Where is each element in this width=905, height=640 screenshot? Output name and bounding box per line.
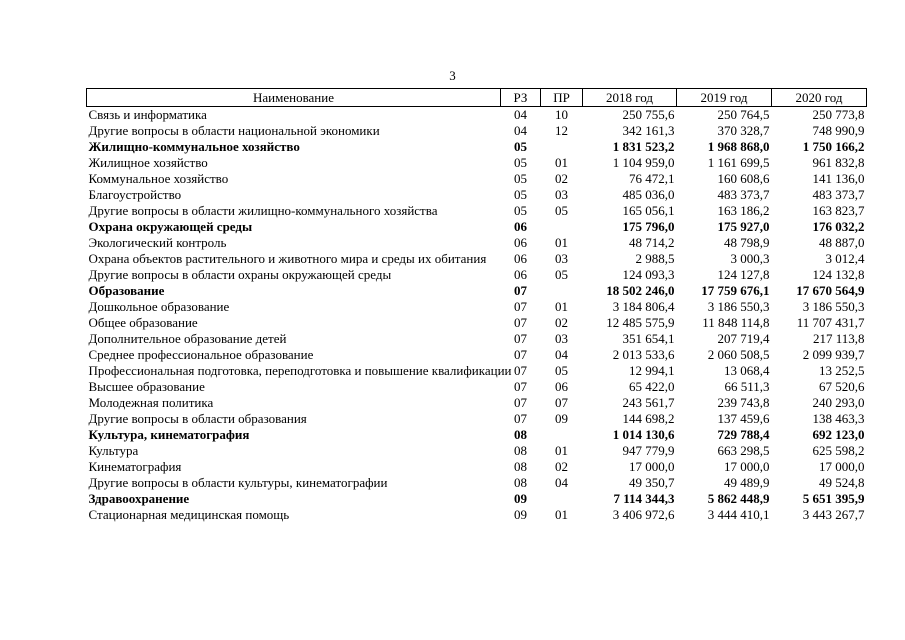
cell-pr: 09	[555, 411, 568, 426]
cell-y2020: 5 651 395,9	[802, 491, 865, 506]
cell-y2020: 217 113,8	[812, 331, 865, 346]
cell-y2020: 2 099 939,7	[802, 347, 865, 362]
table-row	[87, 235, 867, 251]
cell-y2020: 240 293,0	[812, 395, 865, 410]
cell-rz: 07	[514, 283, 527, 298]
table-row	[87, 203, 867, 219]
cell-y2018: 485 036,0	[622, 187, 675, 202]
cell-name: Другие вопросы в области жилищно-коммунального хозяйства	[88, 203, 438, 218]
cell-y2020: 17 000,0	[819, 459, 865, 474]
table-row	[87, 315, 867, 331]
cell-y2018: 17 000,0	[629, 459, 675, 474]
cell-name: Культура, кинематография	[88, 427, 250, 442]
cell-y2018: 351 654,1	[622, 331, 675, 346]
cell-rz: 07	[514, 299, 527, 314]
cell-y2019: 663 298,5	[717, 443, 770, 458]
cell-y2018: 243 561,7	[622, 395, 675, 410]
cell-rz: 05	[514, 187, 527, 202]
cell-name: Культура	[88, 443, 139, 458]
cell-name: Связь и информатика	[88, 107, 207, 122]
cell-y2018: 49 350,7	[629, 475, 675, 490]
cell-name: Молодежная политика	[88, 395, 214, 410]
cell-y2019: 207 719,4	[717, 331, 770, 346]
cell-y2018: 2 013 533,6	[612, 347, 675, 362]
cell-y2019: 1 968 868,0	[707, 139, 770, 154]
cell-y2018: 1 104 959,0	[612, 155, 675, 170]
cell-name: Другие вопросы в области национальной экономики	[88, 123, 380, 138]
header-rz: РЗ	[501, 89, 541, 107]
cell-y2019: 163 186,2	[717, 203, 770, 218]
header-2019: 2019 год	[677, 89, 772, 107]
cell-name: Жилищно-коммунальное хозяйство	[88, 139, 300, 154]
cell-y2020: 625 598,2	[812, 443, 865, 458]
cell-y2019: 17 759 676,1	[701, 283, 770, 298]
table-row	[87, 379, 867, 395]
cell-y2018: 250 755,6	[622, 107, 675, 122]
cell-pr: 01	[555, 443, 568, 458]
cell-y2019: 49 489,9	[724, 475, 770, 490]
cell-pr: 05	[555, 267, 568, 282]
cell-y2020: 250 773,8	[812, 107, 865, 122]
cell-y2018: 3 184 806,4	[612, 299, 675, 314]
cell-name: Образование	[88, 283, 165, 298]
cell-y2019: 175 927,0	[717, 219, 770, 234]
cell-pr: 12	[555, 123, 568, 138]
cell-y2019: 66 511,3	[724, 379, 770, 394]
cell-name: Благоустройство	[88, 187, 182, 202]
cell-rz: 05	[514, 203, 527, 218]
table-row	[87, 363, 867, 379]
cell-rz: 04	[514, 123, 527, 138]
cell-rz: 07	[514, 411, 527, 426]
cell-pr: 01	[555, 299, 568, 314]
cell-y2018: 12 994,1	[629, 363, 675, 378]
cell-y2020: 3 443 267,7	[802, 507, 865, 522]
table-row	[87, 443, 867, 459]
cell-y2020: 138 463,3	[812, 411, 865, 426]
cell-y2020: 11 707 431,7	[796, 315, 865, 330]
cell-pr: 07	[555, 395, 568, 410]
cell-y2020: 692 123,0	[812, 427, 865, 442]
cell-rz: 08	[514, 443, 527, 458]
cell-y2019: 2 060 508,5	[707, 347, 770, 362]
cell-y2018: 165 056,1	[622, 203, 675, 218]
cell-y2018: 175 796,0	[622, 219, 675, 234]
cell-rz: 06	[514, 235, 527, 250]
table-header-row	[87, 89, 867, 107]
cell-y2020: 1 750 166,2	[802, 139, 865, 154]
cell-y2020: 163 823,7	[812, 203, 865, 218]
cell-y2019: 124 127,8	[717, 267, 770, 282]
cell-name: Высшее образование	[88, 379, 205, 394]
cell-pr: 03	[555, 187, 568, 202]
table-row	[87, 187, 867, 203]
cell-y2018: 342 161,3	[622, 123, 675, 138]
cell-y2018: 65 422,0	[629, 379, 675, 394]
cell-rz: 09	[514, 491, 527, 506]
cell-y2019: 1 161 699,5	[707, 155, 770, 170]
table-row	[87, 395, 867, 411]
cell-rz: 07	[514, 331, 527, 346]
cell-rz: 07	[514, 379, 527, 394]
cell-rz: 07	[514, 315, 527, 330]
table-row	[87, 299, 867, 315]
cell-y2019: 160 608,6	[717, 171, 770, 186]
cell-pr: 05	[555, 203, 568, 218]
table-row	[87, 107, 867, 124]
table-row	[87, 123, 867, 139]
cell-y2019: 729 788,4	[717, 427, 770, 442]
header-pr: ПР	[541, 89, 583, 107]
cell-y2020: 67 520,6	[819, 379, 865, 394]
table-row	[87, 331, 867, 347]
cell-y2019: 13 068,4	[724, 363, 770, 378]
cell-pr	[541, 219, 583, 235]
table-row	[87, 427, 867, 443]
table-row	[87, 475, 867, 491]
cell-y2019: 137 459,6	[717, 411, 770, 426]
cell-pr	[541, 491, 583, 507]
cell-rz: 06	[514, 251, 527, 266]
cell-y2020: 124 132,8	[812, 267, 865, 282]
cell-pr: 06	[555, 379, 568, 394]
cell-name: Жилищное хозяйство	[88, 155, 208, 170]
cell-name: Коммунальное хозяйство	[88, 171, 229, 186]
cell-name: Дошкольное образование	[88, 299, 230, 314]
table-row	[87, 459, 867, 475]
cell-name: Кинематография	[88, 459, 182, 474]
cell-name: Экологический контроль	[88, 235, 227, 250]
cell-rz: 08	[514, 427, 527, 442]
cell-y2020: 49 524,8	[819, 475, 865, 490]
cell-name: Другие вопросы в области охраны окружающей среды	[88, 267, 392, 282]
cell-name: Дополнительное образование детей	[88, 331, 287, 346]
table-row	[87, 219, 867, 235]
cell-name: Общее образование	[88, 315, 198, 330]
cell-rz: 07	[514, 395, 527, 410]
cell-y2019: 17 000,0	[724, 459, 770, 474]
cell-y2020: 48 887,0	[819, 235, 865, 250]
cell-rz: 07	[514, 363, 527, 378]
cell-y2019: 48 798,9	[724, 235, 770, 250]
cell-y2018: 18 502 246,0	[606, 283, 675, 298]
cell-y2018: 1 831 523,2	[612, 139, 675, 154]
cell-rz: 08	[514, 459, 527, 474]
cell-y2019: 3 000,3	[730, 251, 770, 266]
cell-rz: 07	[514, 347, 527, 362]
header-name: Наименование	[87, 89, 501, 107]
cell-y2018: 3 406 972,6	[612, 507, 675, 522]
cell-y2018: 12 485 575,9	[606, 315, 675, 330]
cell-name: Охрана объектов растительного и животного мира и среды их обитания	[88, 251, 487, 266]
cell-y2018: 48 714,2	[629, 235, 675, 250]
cell-y2020: 141 136,0	[812, 171, 865, 186]
cell-pr	[541, 427, 583, 443]
cell-y2020: 483 373,7	[812, 187, 865, 202]
cell-pr: 04	[555, 347, 568, 362]
table-row	[87, 411, 867, 427]
cell-y2020: 3 186 550,3	[802, 299, 865, 314]
cell-y2019: 239 743,8	[717, 395, 770, 410]
cell-rz: 05	[514, 171, 527, 186]
cell-pr: 03	[555, 331, 568, 346]
cell-name: Стационарная медицинская помощь	[88, 507, 290, 522]
cell-name: Среднее профессиональное образование	[88, 347, 314, 362]
header-2020: 2020 год	[772, 89, 867, 107]
cell-y2020: 17 670 564,9	[796, 283, 865, 298]
cell-name: Охрана окружающей среды	[88, 219, 253, 234]
page-number: 3	[449, 68, 456, 83]
table-row	[87, 507, 867, 523]
cell-pr: 03	[555, 251, 568, 266]
cell-pr	[541, 283, 583, 299]
cell-y2019: 3 186 550,3	[707, 299, 770, 314]
table-row	[87, 267, 867, 283]
cell-rz: 09	[514, 507, 527, 522]
cell-pr: 05	[555, 363, 568, 378]
cell-y2018: 124 093,3	[622, 267, 675, 282]
cell-y2018: 947 779,9	[622, 443, 675, 458]
table-row	[87, 171, 867, 187]
cell-rz: 06	[514, 267, 527, 282]
table-row	[87, 155, 867, 171]
cell-rz: 08	[514, 475, 527, 490]
cell-rz: 05	[514, 139, 527, 154]
cell-pr: 02	[555, 171, 568, 186]
header-2018: 2018 год	[583, 89, 677, 107]
cell-pr: 01	[555, 235, 568, 250]
table-row	[87, 491, 867, 507]
cell-name: Другие вопросы в области культуры, кинематографии	[88, 475, 388, 490]
cell-y2018: 76 472,1	[629, 171, 675, 186]
table-row	[87, 347, 867, 363]
cell-name: Профессиональная подготовка, переподготовка и повышение квалификации	[88, 363, 512, 378]
cell-rz: 06	[514, 219, 527, 234]
cell-pr: 02	[555, 459, 568, 474]
cell-y2018: 144 698,2	[622, 411, 675, 426]
cell-y2018: 1 014 130,6	[612, 427, 675, 442]
cell-rz: 04	[514, 107, 527, 122]
table-row	[87, 251, 867, 267]
cell-y2019: 483 373,7	[717, 187, 770, 202]
cell-y2020: 3 012,4	[825, 251, 865, 266]
cell-y2020: 13 252,5	[819, 363, 865, 378]
cell-y2019: 370 328,7	[717, 123, 770, 138]
cell-pr: 01	[555, 155, 568, 170]
cell-y2020: 961 832,8	[812, 155, 865, 170]
cell-y2019: 11 848 114,8	[702, 315, 770, 330]
cell-name: Другие вопросы в области образования	[88, 411, 307, 426]
cell-y2019: 5 862 448,9	[707, 491, 770, 506]
cell-pr: 10	[555, 107, 568, 122]
table-row	[87, 283, 867, 299]
cell-y2019: 3 444 410,1	[707, 507, 770, 522]
cell-y2019: 250 764,5	[717, 107, 770, 122]
cell-y2020: 748 990,9	[812, 123, 865, 138]
budget-table	[86, 88, 867, 523]
table-row	[87, 139, 867, 155]
cell-y2018: 7 114 344,3	[613, 491, 675, 506]
cell-y2020: 176 032,2	[812, 219, 865, 234]
cell-pr: 01	[555, 507, 568, 522]
cell-pr	[541, 139, 583, 155]
cell-pr: 02	[555, 315, 568, 330]
cell-name: Здравоохранение	[88, 491, 190, 506]
cell-y2018: 2 988,5	[635, 251, 675, 266]
cell-pr: 04	[555, 475, 568, 490]
cell-rz: 05	[514, 155, 527, 170]
